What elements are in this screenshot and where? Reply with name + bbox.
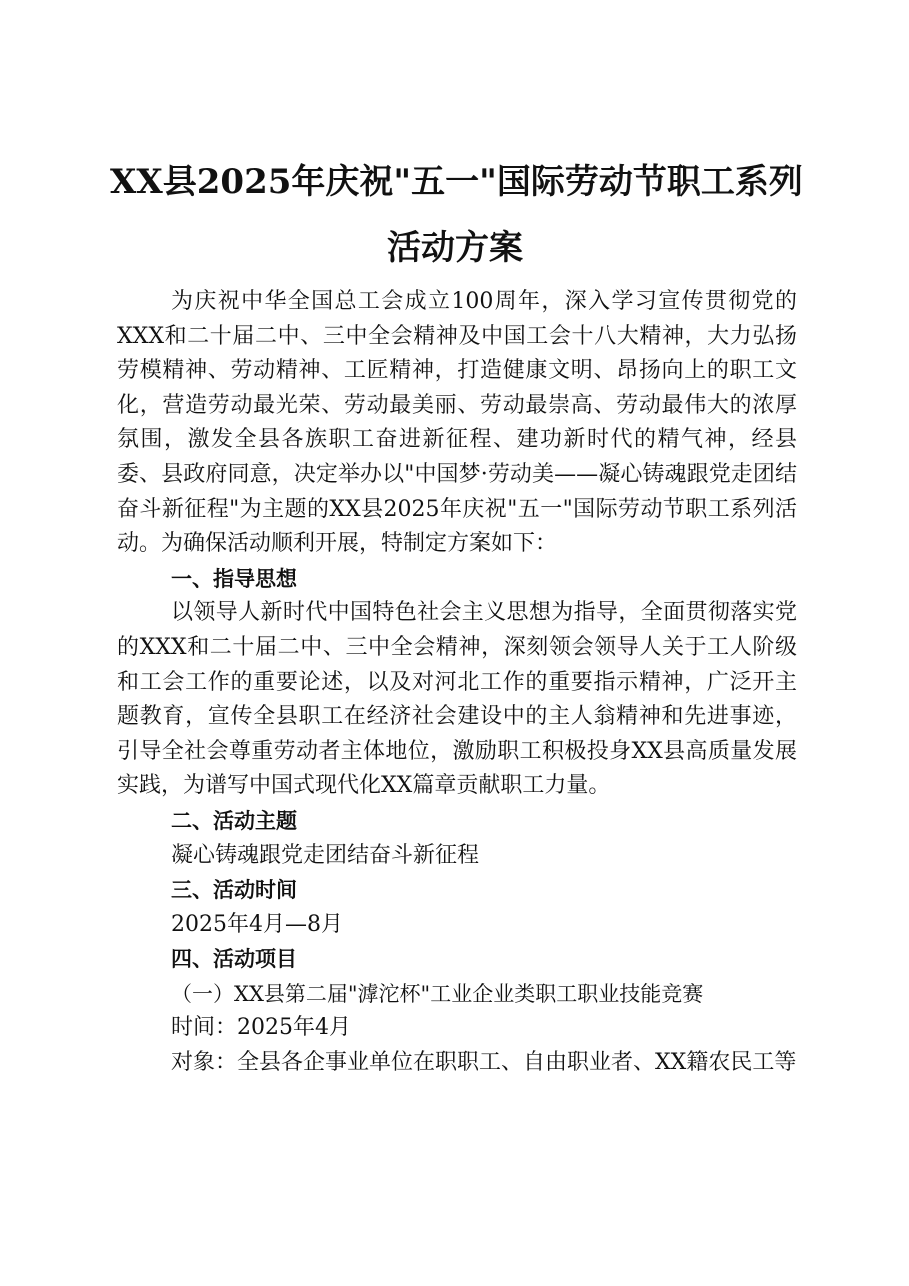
activity-item-1-target: 对象：全县各企事业单位在职职工、自由职业者、XX籍农民工等 xyxy=(171,1050,797,1076)
section-heading-guiding-ideology: 一、指导思想 xyxy=(171,566,297,591)
activity-item-1-title: （一）XX县第二届"滹沱杯"工业企业类职工职业技能竞赛 xyxy=(171,981,704,1006)
document-title-line-1: XX县2025年庆祝"五一"国际劳动节职工系列 xyxy=(110,162,803,202)
section-text-activity-time: 2025年4月—8月 xyxy=(171,911,343,937)
section-text-guiding-ideology: 以领导人新时代中国特色社会主义思想为指导，全面贯彻落实党的XXX和二十届二中、三中全会精神，深刻领会领导人关于工人阶级和工会工作的重要论述，以及对河北工作的重要指示精神，广泛开主题教育，宣传全县职工在经济社会建设中的主人翁精神和先进事迹，引导全社会尊重劳动者主体地位，激励职工积极投身XX县高质量发展实践，为谱写中国式现代化XX篇章贡献职工力量。 xyxy=(117,600,797,799)
section-heading-activity-time: 三、活动时间 xyxy=(171,878,297,903)
document-body xyxy=(117,285,797,1081)
intro-paragraph: 为庆祝中华全国总工会成立100周年，深入学习宣传贯彻党的XXX和二十届二中、三中全会精神及中国工会十八大精神，大力弘扬劳模精神、劳动精神、工匠精神，打造健康文明、昂扬向上的职工文化，营造劳动最光荣、劳动最美丽、劳动最崇高、劳动最伟大的浓厚氛围，激发全县各族职工奋进新征程、建功新时代的精气神，经县委、县政府同意，决定举办以"中国梦·劳动美——凝心铸魂跟党走团结奋斗新征程"为主题的XX县2025年庆祝"五一"国际劳动节职工系列活动。为确保活动顺利开展，特制定方案如下： xyxy=(117,289,797,557)
section-heading-activity-theme: 二、活动主题 xyxy=(171,808,297,833)
section-text-activity-theme: 凝心铸魂跟党走团结奋斗新征程 xyxy=(171,842,480,868)
section-heading-activity-items: 四、活动项目 xyxy=(171,947,297,972)
activity-item-1-time: 时间：2025年4月 xyxy=(171,1015,351,1041)
document-title-line-2: 活动方案 xyxy=(387,228,523,268)
